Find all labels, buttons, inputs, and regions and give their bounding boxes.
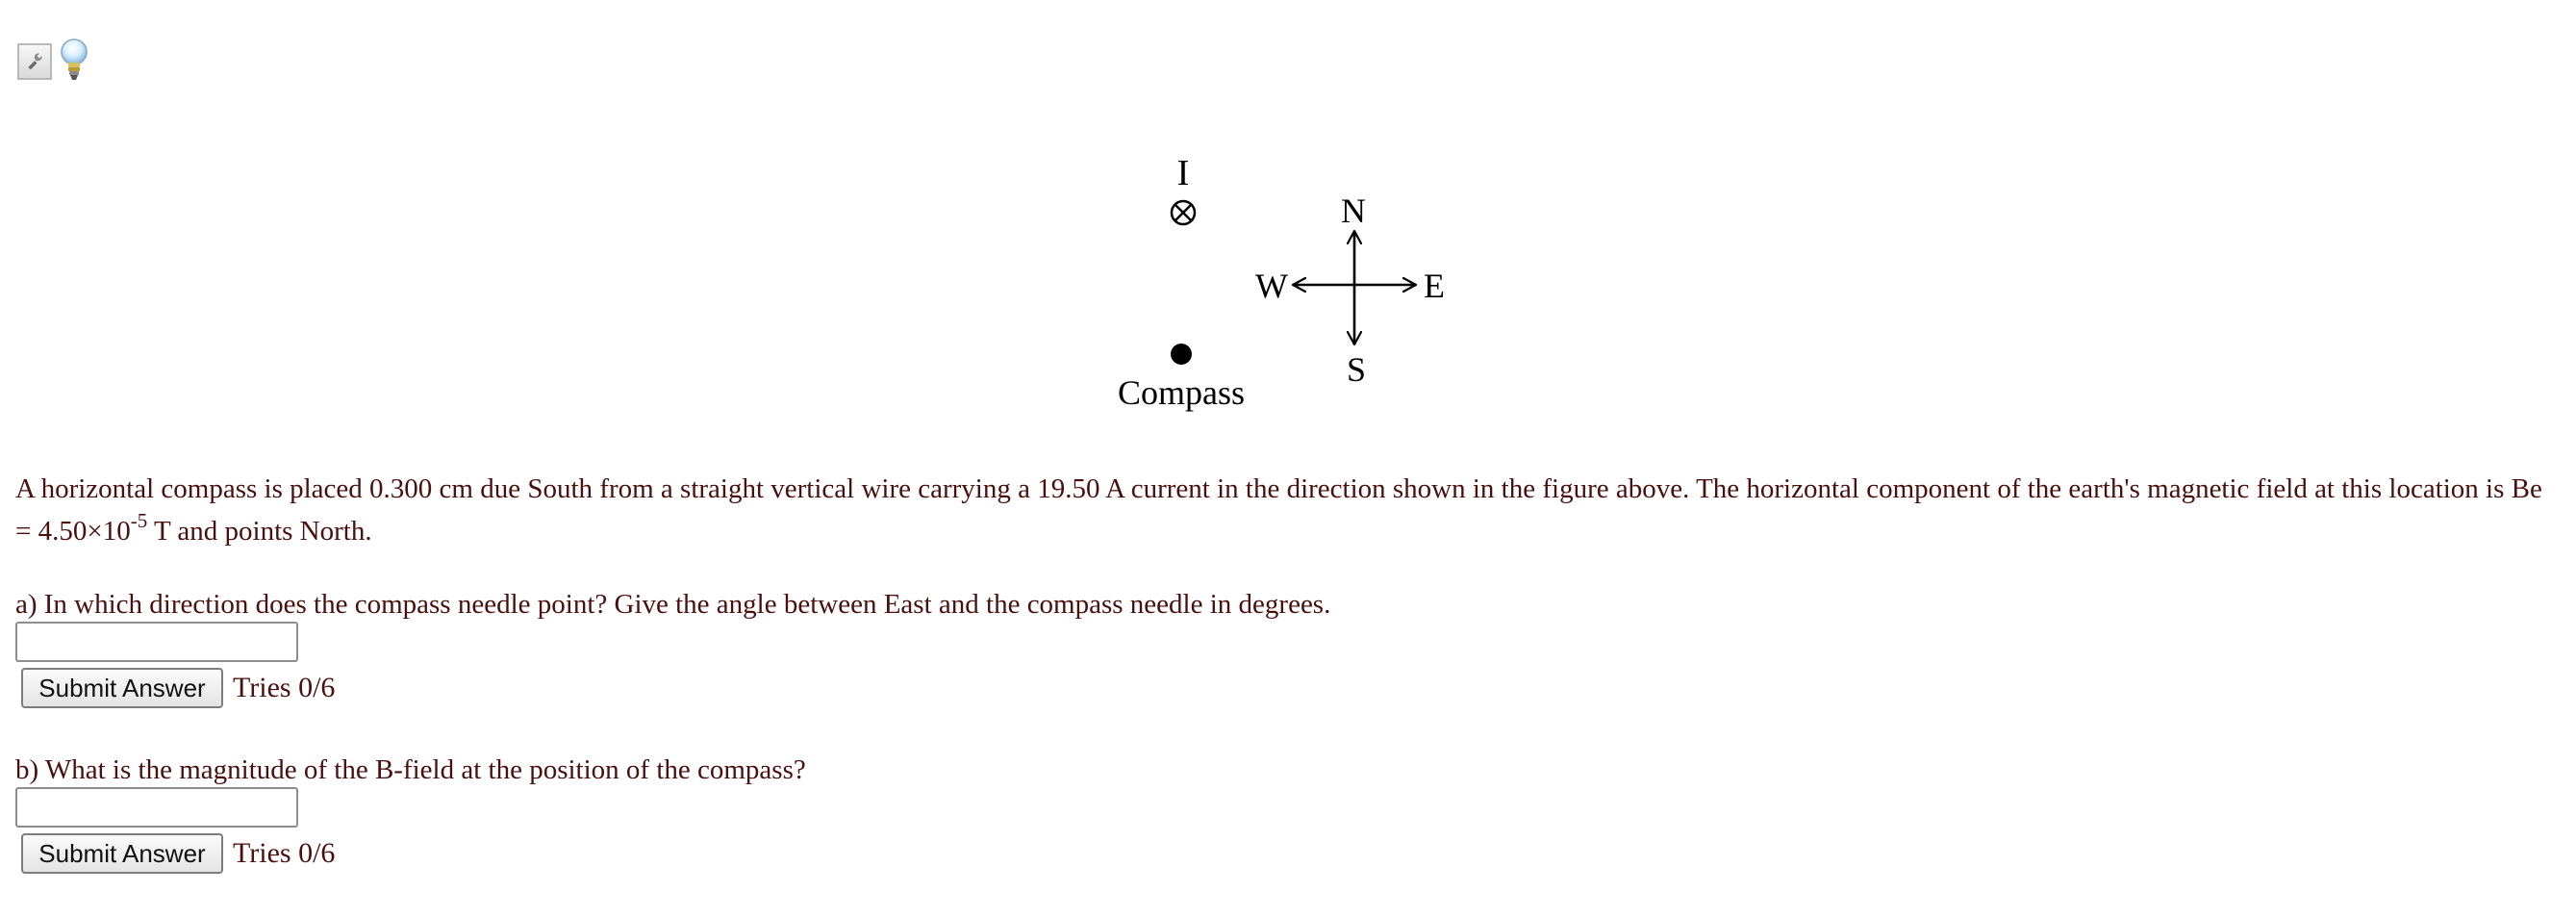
current-into-page-symbol [1172, 201, 1195, 224]
question-b: b) What is the magnitude of the B-field at the position of the compass? [15, 754, 806, 785]
answer-b-input[interactable] [15, 787, 298, 828]
direction-cross [1293, 231, 1416, 344]
answer-a-input[interactable] [15, 622, 298, 662]
problem-text-main: A horizontal compass is placed 0.300 cm due South from a straight vertical wire carrying a 19.50 A current in the direction shown in the figure above. The horizontal component of the earth's magnetic field at this location is Be = 4.50×10 [15, 473, 2542, 547]
east-label: E [1424, 267, 1445, 305]
compass-label: Compass [1117, 373, 1246, 412]
edit-button[interactable] [17, 43, 52, 80]
wrench-icon [25, 50, 44, 73]
toolbar [17, 40, 90, 83]
problem-figure [1106, 144, 1491, 423]
exponent: -5 [130, 509, 148, 533]
south-label: S [1346, 350, 1367, 389]
tries-b-count: Tries 0/6 [233, 837, 336, 869]
submit-answer-a-button[interactable]: Submit Answer [21, 668, 223, 708]
problem-text-end: T and points North. [147, 516, 372, 547]
light-bulb-icon[interactable] [58, 37, 90, 83]
current-label: I [1176, 153, 1190, 193]
tries-a-count: Tries 0/6 [233, 672, 336, 703]
compass-position-dot [1171, 344, 1192, 365]
question-a: a) In which direction does the compass needle point? Give the angle between East and the compass needle in degrees. [15, 589, 1331, 620]
problem-statement [15, 468, 2564, 552]
submit-answer-b-button[interactable]: Submit Answer [21, 833, 223, 874]
west-label: W [1255, 267, 1288, 305]
north-label: N [1341, 191, 1366, 230]
